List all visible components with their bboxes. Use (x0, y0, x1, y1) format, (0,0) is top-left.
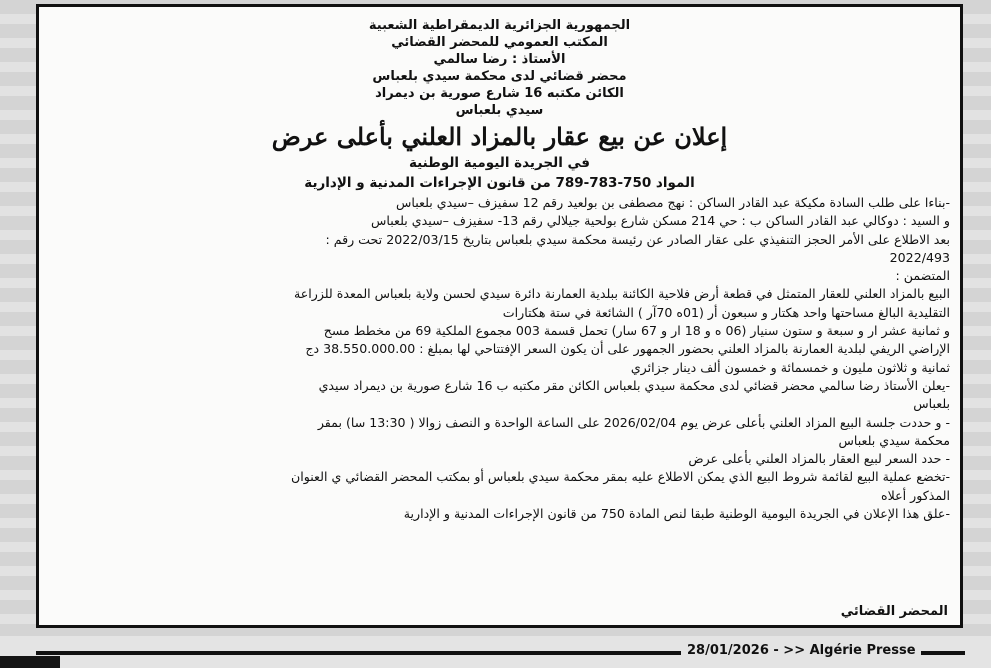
paragraph: -تخضع عملية البيع لقائمة شروط البيع الذي يمكن الاطلاع عليه بمقر محكمة سيدي بلعباس أو بمكتب المحضر القضائي ي العنوان (290, 469, 950, 485)
paragraph: المتضمن : (895, 268, 950, 284)
paragraph: الإراضي الريفي لبلدية العمارنة بالمزاد العلني بحضور الجمهور على أن يكون السعر الإفتتاحي لها بمبلغ : 38.550.000.00 دج (305, 341, 950, 357)
paragraph: بعد الاطلاع على الأمر الحجز التنفيذي على عقار الصادر عن رئيسة محكمة سيدي بلعباس بتاريخ 2022/03/15 تحت رقم : (325, 231, 950, 247)
paragraph: التقليدية البالغ مساحتها واحد هكتار و سبعون أر (01ه 70آر ) الشائعة في ستة هكتارات (502, 304, 950, 320)
republic-line: الجمهورية الجزائرية الديمقراطية الشعبية (368, 18, 631, 33)
notice-headline: إعلان عن بيع عقار بالمزاد العلني بأعلى عرض (271, 122, 728, 151)
footer-source: 28/01/2026 - >> Algérie Presse (687, 643, 916, 658)
notice-body (39, 194, 960, 523)
corner-mark (0, 656, 60, 668)
paragraph: المذكور أعلاه (881, 487, 950, 503)
paragraph: -يعلن الأستاذ رضا سالمي محضر قضائي لدى محكمة سيدي بلعباس الكائن مقر مكتبه ب 16 شارع صورية بن ديمراد سيدي (318, 377, 950, 393)
office-line: المكتب العمومي للمحضر القضائي (391, 35, 608, 50)
court-line: محضر قضائي لدى محكمة سيدي بلعباس (372, 69, 627, 84)
address-line: الكائن مكتبه 16 شارع صورية بن ديمراد (375, 86, 624, 101)
paragraph: محكمة سيدي بلعباس (838, 432, 950, 448)
paragraph: - حدد السعر لبيع العقار بالمزاد العلني بأعلى عرض (688, 451, 950, 467)
paragraph: و السيد : دوكالي عبد القادر الساكن ب : حي 214 مسكن شارع بولحية جيلالي رقم 13- سفيزف –سيدي بلعباس (371, 213, 950, 229)
paragraph: -بناءا على طلب السادة مكيكة عبد القادر الساكن : نهج مصطفى بن بولعيد رقم 12 سفيزف –سيدي بلعباس (396, 195, 950, 210)
paragraph: 2022/493 (889, 249, 950, 265)
paragraph: - و حددت جلسة البيع المزاد العلني بأعلى عرض يوم 2026/02/04 على الساعة الواحدة و النصف زوالا ( 13:30 سا) بمقر (317, 414, 950, 430)
paragraph: و ثمانية عشر ار و سبعة و ستون سنيار (06 ه و 18 ار و 67 سار) تحمل قسمة 003 مجموع الملكية 69 من مخطط مسح (323, 323, 950, 339)
newspaper-line: في الجريدة اليومية الوطنية (408, 155, 591, 171)
city-line: سيدي بلعباس (455, 103, 544, 118)
footer-rule-right (921, 651, 965, 655)
paragraph: ثمانية و ثلاثون مليون و خمسمائة و خمسون ألف دينار جزائري (630, 359, 950, 375)
articles-line: المواد 750-783-789 من قانون الإجراءات المدنية و الإدارية (304, 175, 695, 191)
paragraph: البيع بالمزاد العلني للعقار المتمثل في قطعة أرض فلاحية الكائنة ببلدية العمارنة دائرة سيدي لحسن ولاية بلعباس المعدة للزراعة (293, 286, 950, 302)
notice-header (39, 7, 960, 193)
legal-notice (36, 4, 963, 628)
footer-rule-left (36, 651, 681, 655)
signature: المحضر القضائي (840, 604, 948, 619)
paragraph: -علق هذا الإعلان في الجريدة اليومية الوطنية طبقا لنص المادة 750 من قانون الإجراءات المدنية و الإدارية (403, 506, 950, 522)
paragraph: بلعباس (913, 396, 950, 412)
master-line: الأستاذ : رضا سالمي (433, 52, 566, 67)
